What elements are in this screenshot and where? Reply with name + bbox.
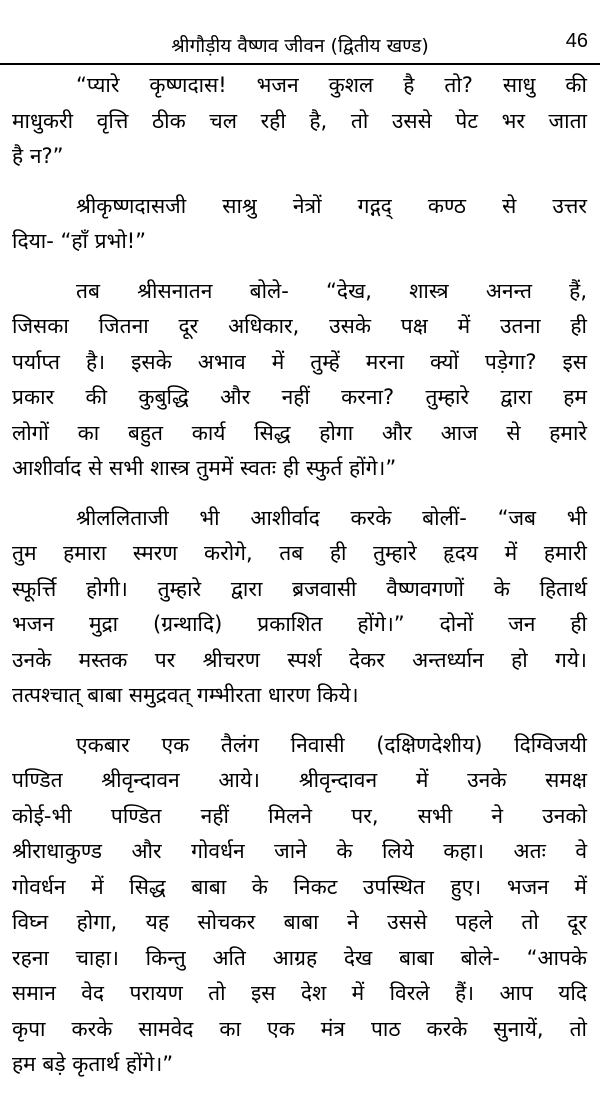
text-line: भजन मुद्रा (ग्रन्थादि) प्रकाशित होंगे।” दोनों जन ही xyxy=(12,612,587,636)
text-line: दिया- “हाँ प्रभो!” xyxy=(12,229,147,253)
header-rule xyxy=(0,63,600,65)
text-line: प्रकार की कुबुद्धि और नहीं करना? तुम्हारे द्वारा हम xyxy=(12,385,587,409)
text-line: तुम हमारा स्मरण करोगे, तब ही तुम्हारे हृदय में हमारी xyxy=(12,541,587,565)
text-line: श्रीराधाकुण्ड और गोवर्धन जाने के लिये कहा। अतः वे xyxy=(12,839,587,863)
text-line: तब श्रीसनातन बोले- “देख, शास्त्र अनन्त हैं, xyxy=(76,278,587,303)
paragraph xyxy=(12,728,587,1083)
text-line: कोई-भी पण्डित नहीं मिलने पर, सभी ने उनको xyxy=(12,803,587,828)
text-line: आशीर्वाद से सभी शास्त्र तुममें स्वतः ही स्फुर्त होंगे।” xyxy=(12,456,397,480)
text-line: श्रीकृष्णदासजी साश्रु नेत्रों गद्गद् कण्ठ से उत्तर xyxy=(76,193,587,218)
text-line: पण्डित श्रीवृन्दावन आये। श्रीवृन्दावन में उनके समक्ष xyxy=(12,768,587,792)
page-number: 46 xyxy=(565,30,588,52)
text-line: “प्यारे कृष्णदास! भजन कुशल है तो? साधु की xyxy=(76,73,587,97)
paragraph xyxy=(12,501,587,714)
paragraph xyxy=(12,274,587,487)
text-line: समान वेद परायण तो इस देश में विरले हैं। आप यदि xyxy=(12,981,587,1005)
text-line: स्फूर्त्ति होगी। तुम्हारे द्वारा ब्रजवासी वैष्णवगणों के हितार्थ xyxy=(12,576,587,601)
text-line: एकबार एक तैलंग निवासी (दक्षिणदेशीय) दिग्विजयी xyxy=(76,732,587,757)
text-line: जिसका जितना दूर अधिकार, उसके पक्ष में उतना ही xyxy=(12,314,587,338)
text-line: पर्याप्त है। इसके अभाव में तुम्हें मरना क्यों पड़ेगा? इस xyxy=(12,349,587,374)
text-line: तत्पश्चात् बाबा समुद्रवत् गम्भीरता धारण किये। xyxy=(12,683,359,707)
paragraph xyxy=(12,68,587,175)
text-line: है न?” xyxy=(12,144,64,168)
text-line: हम बड़े कृतार्थ होंगे।” xyxy=(12,1052,174,1076)
text-line: रहना चाहा। किन्तु अति आग्रह देख बाबा बोले- “आपके xyxy=(12,945,587,970)
paragraph xyxy=(12,189,587,260)
text-line: विघ्न होगा, यह सोचकर बाबा ने उससे पहले तो दूर xyxy=(12,910,587,934)
page-header xyxy=(0,30,600,60)
running-title: श्रीगौड़ीय वैष्णव जीवन (द्वितीय खण्ड) xyxy=(171,35,429,57)
text-line: माधुकरी वृत्ति ठीक चल रही है, तो उससे पेट भर जाता xyxy=(12,108,587,133)
body-text xyxy=(12,68,587,1097)
text-line: कृपा करके सामवेद का एक मंत्र पाठ करके सुनायें, तो xyxy=(12,1016,587,1041)
text-line: श्रीललिताजी भी आशीर्वाद करके बोलीं- “जब भी xyxy=(76,505,587,530)
text-line: गोवर्धन में सिद्ध बाबा के निकट उपस्थित हुए। भजन में xyxy=(12,874,587,899)
text-line: लोगों का बहुत कार्य सिद्ध होगा और आज से हमारे xyxy=(12,420,587,445)
text-line: उनके मस्तक पर श्रीचरण स्पर्श देकर अन्तर्ध्यान हो गये। xyxy=(12,647,587,672)
